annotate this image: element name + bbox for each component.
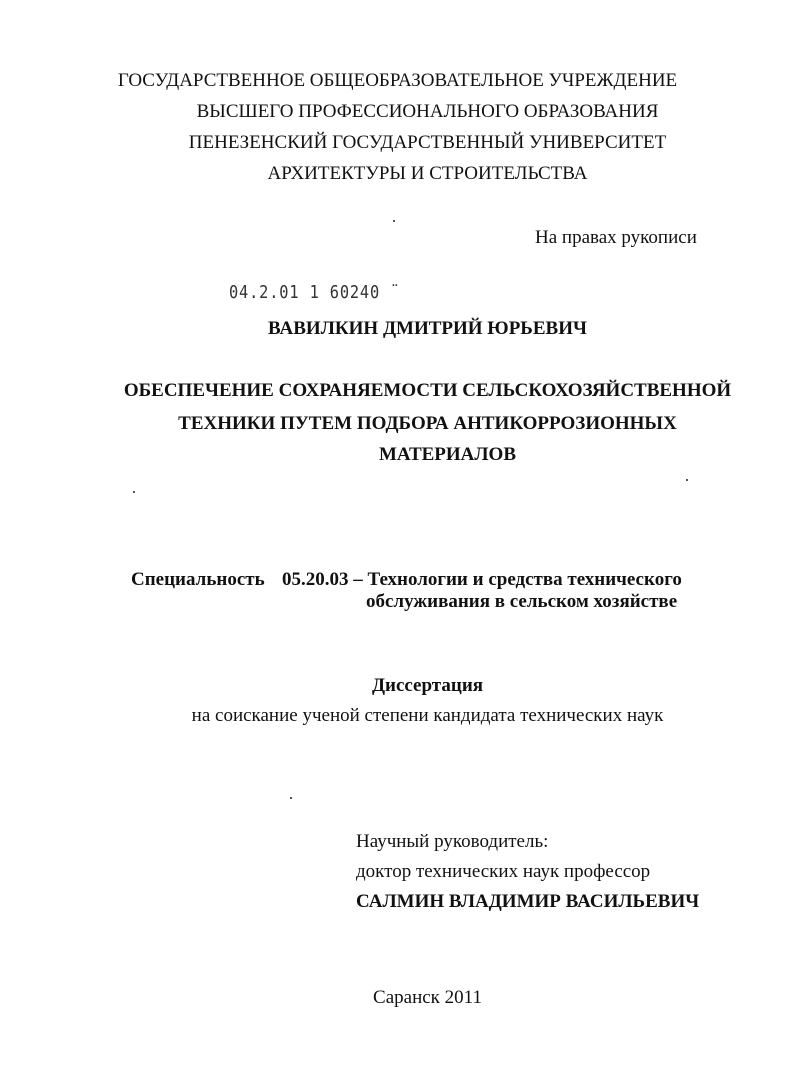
scan-speck <box>686 479 688 481</box>
scan-speck <box>393 220 395 222</box>
dissertation-heading: Диссертация <box>371 675 484 696</box>
header-line-4: АРХИТЕКТУРЫ И СТРОИТЕЛЬСТВА <box>267 163 588 184</box>
registration-part-1: 04.2.01 <box>229 282 300 303</box>
header-line-2: ВЫСШЕГО ПРОФЕССИОНАЛЬНОГО ОБРАЗОВАНИЯ <box>196 101 659 122</box>
supervisor-degree: доктор технических наук профессор <box>356 861 651 882</box>
title-line-3: МАТЕРИАЛОВ <box>378 444 517 465</box>
author-name: ВАВИЛКИН ДМИТРИЙ ЮРЬЕВИЧ <box>268 318 587 339</box>
header-line-3: ПЕНЕЗЕНСКИЙ ГОСУДАРСТВЕННЫЙ УНИВЕРСИТЕТ <box>188 132 667 153</box>
title-line-1: ОБЕСПЕЧЕНИЕ СОХРАНЯЕМОСТИ СЕЛЬСКОХОЗЯЙСТВЕННОЙ <box>123 380 732 401</box>
specialty-continuation: обслуживания в сельском хозяйстве <box>366 591 678 612</box>
header-line-1: ГОСУДАРСТВЕННОЕ ОБЩЕОБРАЗОВАТЕЛЬНОЕ УЧРЕЖДЕНИЕ <box>117 70 678 91</box>
scan-speck <box>133 491 135 493</box>
supervisor-name: САЛМИН ВЛАДИМИР ВАСИЛЬЕВИЧ <box>356 891 700 912</box>
manuscript-note: На правах рукописи <box>535 227 697 248</box>
registration-mark: ¨ <box>390 282 401 303</box>
dissertation-subheading: на соискание ученой степени кандидата технических наук <box>191 705 664 726</box>
registration-part-2: 1 60240 <box>309 282 381 303</box>
specialty-code-line: 05.20.03 – Технологии и средства технического <box>282 569 682 590</box>
specialty-label: Специальность <box>131 569 265 590</box>
title-line-2: ТЕХНИКИ ПУТЕМ ПОДБОРА АНТИКОРРОЗИОННЫХ <box>178 413 677 434</box>
registration-stamp <box>229 282 411 303</box>
city-year: Саранск 2011 <box>373 987 482 1008</box>
supervisor-label: Научный руководитель: <box>356 831 549 852</box>
scan-speck <box>290 797 292 799</box>
